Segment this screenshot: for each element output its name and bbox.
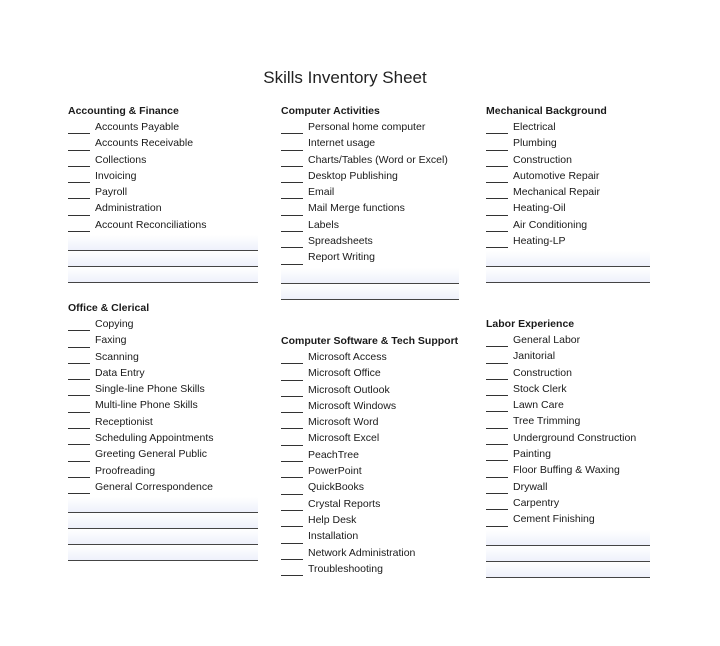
skill-label: Microsoft Windows — [308, 399, 397, 412]
checkmark-blank-line[interactable] — [486, 395, 508, 396]
skill-item — [486, 332, 650, 348]
checkmark-blank-line[interactable] — [486, 231, 508, 232]
checkmark-blank-line[interactable] — [486, 460, 508, 461]
skill-item — [281, 249, 459, 265]
checkmark-blank-line[interactable] — [68, 231, 90, 232]
checkmark-blank-line[interactable] — [68, 215, 90, 216]
checkmark-blank-line[interactable] — [68, 166, 90, 167]
skill-item — [68, 316, 258, 332]
skill-item — [486, 430, 650, 446]
skill-label: Microsoft Excel — [308, 432, 380, 445]
checkmark-blank-line[interactable] — [281, 182, 303, 183]
skill-item — [281, 217, 459, 233]
skill-label: Data Entry — [95, 366, 145, 379]
skill-label: Accounts Receivable — [95, 137, 194, 150]
checkmark-blank-line[interactable] — [281, 133, 303, 134]
checkmark-blank-line[interactable] — [486, 363, 508, 364]
checkmark-blank-line[interactable] — [281, 363, 303, 364]
blank-write-in-line[interactable] — [486, 546, 650, 562]
skill-item — [281, 430, 459, 446]
checkmark-blank-line[interactable] — [486, 444, 508, 445]
skill-item — [68, 168, 258, 184]
skill-item — [68, 184, 258, 200]
skill-item — [68, 349, 258, 365]
checkmark-blank-line[interactable] — [68, 379, 90, 380]
checkmark-blank-line[interactable] — [281, 166, 303, 167]
checkmark-blank-line[interactable] — [281, 543, 303, 544]
skill-item — [281, 168, 459, 184]
skill-item — [486, 119, 650, 135]
skill-label: Tree Trimming — [513, 415, 581, 428]
skill-label: Air Conditioning — [513, 218, 588, 231]
skill-label: Report Writing — [308, 251, 375, 264]
skill-item — [486, 200, 650, 216]
skill-item — [486, 365, 650, 381]
skill-item — [281, 119, 459, 135]
blank-write-in-line[interactable] — [486, 530, 650, 546]
section-heading: Office & Clerical — [68, 302, 150, 314]
skill-item — [281, 463, 459, 479]
skill-item — [486, 168, 650, 184]
skill-item — [486, 446, 650, 462]
skill-item — [68, 397, 258, 413]
skill-label: Network Administration — [308, 546, 416, 559]
checkmark-blank-line[interactable] — [281, 198, 303, 199]
skill-item — [68, 365, 258, 381]
skill-label: Internet usage — [308, 137, 376, 150]
checkmark-blank-line[interactable] — [68, 493, 90, 494]
checkmark-blank-line[interactable] — [281, 412, 303, 413]
skill-label: Payroll — [95, 186, 128, 199]
checkmark-blank-line[interactable] — [68, 347, 90, 348]
skill-label: Email — [308, 186, 335, 199]
blank-write-in-line[interactable] — [68, 251, 258, 267]
item-list — [281, 349, 459, 577]
skill-item — [486, 495, 650, 511]
skill-item — [486, 413, 650, 429]
skill-item — [486, 348, 650, 364]
skill-label: Electrical — [513, 121, 556, 133]
skill-label: Collections — [95, 153, 147, 166]
checkmark-blank-line[interactable] — [486, 182, 508, 183]
section-computer-activities — [281, 103, 459, 300]
skill-item — [281, 414, 459, 430]
skill-label: Lawn Care — [513, 399, 564, 412]
blank-write-in-line[interactable] — [68, 545, 258, 561]
skill-item — [281, 152, 459, 168]
skill-label: Help Desk — [308, 513, 357, 526]
skill-label: Accounts Payable — [95, 121, 180, 133]
checkmark-blank-line[interactable] — [68, 198, 90, 199]
checkmark-blank-line[interactable] — [281, 510, 303, 511]
skill-item — [486, 511, 650, 527]
skill-label: Account Reconciliations — [95, 218, 207, 231]
skill-label: Plumbing — [513, 137, 557, 150]
checkmark-blank-line[interactable] — [281, 445, 303, 446]
checkmark-blank-line[interactable] — [486, 411, 508, 412]
skill-item — [281, 382, 459, 398]
skill-label: Microsoft Outlook — [308, 383, 390, 396]
checkmark-blank-line[interactable] — [68, 330, 90, 331]
blank-write-in-line[interactable] — [281, 284, 459, 300]
checkmark-blank-line[interactable] — [281, 461, 303, 462]
checkmark-blank-line[interactable] — [68, 395, 90, 396]
skill-item — [486, 135, 650, 151]
skill-label: Construction — [513, 153, 572, 166]
skill-label: Heating-LP — [513, 235, 566, 248]
skill-item — [486, 479, 650, 495]
skill-label: Underground Construction — [513, 431, 637, 444]
skill-label: QuickBooks — [308, 481, 365, 494]
skill-label: General Correspondence — [95, 480, 213, 493]
skill-label: Invoicing — [95, 169, 137, 182]
checkmark-blank-line[interactable] — [68, 461, 90, 462]
skill-label: Single-line Phone Skills — [95, 383, 205, 396]
skill-label: Desktop Publishing — [308, 169, 398, 182]
skill-label: Proofreading — [95, 464, 156, 477]
blank-lines — [281, 268, 459, 300]
skill-item — [486, 233, 650, 249]
skill-item — [486, 397, 650, 413]
checkmark-blank-line[interactable] — [281, 150, 303, 151]
skill-label: Carpentry — [513, 496, 560, 509]
skill-label: Installation — [308, 530, 359, 543]
skill-label: Microsoft Word — [308, 416, 379, 429]
skill-label: Receptionist — [95, 415, 153, 428]
blank-write-in-line[interactable] — [486, 251, 650, 267]
skill-label: Labels — [308, 218, 339, 231]
checkmark-blank-line[interactable] — [68, 412, 90, 413]
skill-item — [281, 398, 459, 414]
skill-label: Painting — [513, 448, 551, 461]
skill-label: Troubleshooting — [308, 562, 383, 575]
checkmark-blank-line[interactable] — [281, 477, 303, 478]
checkmark-blank-line[interactable] — [486, 428, 508, 429]
checkmark-blank-line[interactable] — [68, 428, 90, 429]
skill-item — [486, 152, 650, 168]
skill-label: Scanning — [95, 350, 139, 363]
checkmark-blank-line[interactable] — [486, 346, 508, 347]
blank-lines — [486, 530, 650, 578]
blank-write-in-line[interactable] — [486, 562, 650, 578]
skill-item — [68, 446, 258, 462]
checkmark-blank-line[interactable] — [486, 526, 508, 527]
blank-write-in-line[interactable] — [68, 235, 258, 251]
skill-label: Administration — [95, 202, 162, 215]
blank-write-in-line[interactable] — [68, 529, 258, 545]
section-software-tech-support — [281, 333, 459, 579]
checkmark-blank-line[interactable] — [281, 215, 303, 216]
blank-lines — [486, 251, 650, 283]
skill-item — [68, 414, 258, 430]
section-heading: Mechanical Background — [486, 105, 607, 117]
checkmark-blank-line[interactable] — [281, 396, 303, 397]
checkmark-blank-line[interactable] — [281, 380, 303, 381]
checkmark-blank-line[interactable] — [486, 215, 508, 216]
skill-item — [68, 217, 258, 233]
skill-label: Multi-line Phone Skills — [95, 399, 198, 412]
skill-label: PowerPoint — [308, 465, 362, 478]
checkmark-blank-line[interactable] — [68, 363, 90, 364]
blank-write-in-line[interactable] — [68, 497, 258, 513]
checkmark-blank-line[interactable] — [486, 379, 508, 380]
skill-item — [281, 528, 459, 544]
skill-item — [281, 512, 459, 528]
checkmark-blank-line[interactable] — [281, 247, 303, 248]
skill-label: Greeting General Public — [95, 448, 208, 461]
skill-label: Microsoft Office — [308, 367, 381, 380]
skill-label: Mechanical Repair — [513, 186, 600, 199]
section-heading: Computer Activities — [281, 105, 380, 117]
skill-label: Spreadsheets — [308, 235, 373, 248]
checkmark-blank-line[interactable] — [68, 444, 90, 445]
checkmark-blank-line[interactable] — [281, 559, 303, 560]
skill-label: Scheduling Appointments — [95, 432, 214, 445]
section-accounting-finance — [68, 103, 258, 283]
checkmark-blank-line[interactable] — [486, 133, 508, 134]
blank-write-in-line[interactable] — [281, 268, 459, 284]
skill-label: Stock Clerk — [513, 382, 567, 395]
blank-write-in-line[interactable] — [68, 513, 258, 529]
skill-label: Construction — [513, 366, 572, 379]
skill-label: Crystal Reports — [308, 497, 381, 510]
skill-item — [281, 233, 459, 249]
skill-item — [486, 217, 650, 233]
checkmark-blank-line[interactable] — [281, 264, 303, 265]
skill-item — [281, 545, 459, 561]
item-list — [281, 119, 459, 266]
checkmark-blank-line[interactable] — [281, 231, 303, 232]
skill-label: Cement Finishing — [513, 513, 595, 526]
blank-write-in-line[interactable] — [68, 267, 258, 283]
skill-item — [281, 349, 459, 365]
section-office-clerical — [68, 300, 258, 561]
blank-lines — [68, 235, 258, 283]
skill-item — [68, 200, 258, 216]
skill-label: General Labor — [513, 334, 581, 346]
item-list — [68, 119, 258, 233]
section-heading: Labor Experience — [486, 318, 575, 330]
item-list — [486, 119, 650, 249]
skill-item — [281, 479, 459, 495]
blank-write-in-line[interactable] — [486, 267, 650, 283]
skill-item — [281, 561, 459, 577]
skill-label: Automotive Repair — [513, 169, 600, 182]
skill-label: Janitorial — [513, 350, 556, 363]
section-heading: Computer Software & Tech Support — [281, 335, 459, 347]
skill-item — [68, 430, 258, 446]
skill-item — [68, 332, 258, 348]
skill-item — [68, 463, 258, 479]
blank-lines — [68, 497, 258, 561]
checkmark-blank-line[interactable] — [68, 477, 90, 478]
skill-label: Drywall — [513, 480, 548, 493]
checkmark-blank-line[interactable] — [486, 198, 508, 199]
checkmark-blank-line[interactable] — [281, 428, 303, 429]
skill-label: Mail Merge functions — [308, 202, 405, 215]
skill-item — [281, 447, 459, 463]
checkmark-blank-line[interactable] — [68, 133, 90, 134]
skill-item — [281, 135, 459, 151]
checkmark-blank-line[interactable] — [281, 494, 303, 495]
skill-label: Copying — [95, 318, 134, 330]
checkmark-blank-line[interactable] — [486, 493, 508, 494]
skill-item — [68, 119, 258, 135]
item-list — [68, 316, 258, 495]
checkmark-blank-line[interactable] — [486, 166, 508, 167]
section-labor-experience — [486, 316, 650, 578]
item-list — [486, 332, 650, 528]
checkmark-blank-line[interactable] — [486, 509, 508, 510]
section-mechanical-background — [486, 103, 650, 283]
skill-label: Charts/Tables (Word or Excel) — [308, 153, 448, 166]
checkmark-blank-line[interactable] — [486, 150, 508, 151]
skill-label: Microsoft Access — [308, 351, 387, 363]
skill-label: Heating-Oil — [513, 202, 566, 215]
checkmark-blank-line[interactable] — [68, 182, 90, 183]
skill-item — [68, 479, 258, 495]
skill-item — [68, 135, 258, 151]
skill-item — [281, 184, 459, 200]
checkmark-blank-line[interactable] — [281, 526, 303, 527]
checkmark-blank-line[interactable] — [486, 477, 508, 478]
page-title: Skills Inventory Sheet — [263, 68, 427, 87]
skill-label: Faxing — [95, 334, 127, 347]
section-heading: Accounting & Finance — [68, 105, 179, 117]
checkmark-blank-line[interactable] — [486, 247, 508, 248]
skill-item — [486, 184, 650, 200]
skill-item — [281, 200, 459, 216]
skill-item — [281, 496, 459, 512]
skill-label: Personal home computer — [308, 121, 426, 133]
skill-label: PeachTree — [308, 448, 359, 461]
skill-label: Floor Buffing & Waxing — [513, 464, 620, 477]
skill-item — [486, 381, 650, 397]
skill-item — [68, 381, 258, 397]
skill-item — [486, 462, 650, 478]
skill-item — [281, 365, 459, 381]
skill-item — [68, 152, 258, 168]
checkmark-blank-line[interactable] — [281, 575, 303, 576]
checkmark-blank-line[interactable] — [68, 150, 90, 151]
